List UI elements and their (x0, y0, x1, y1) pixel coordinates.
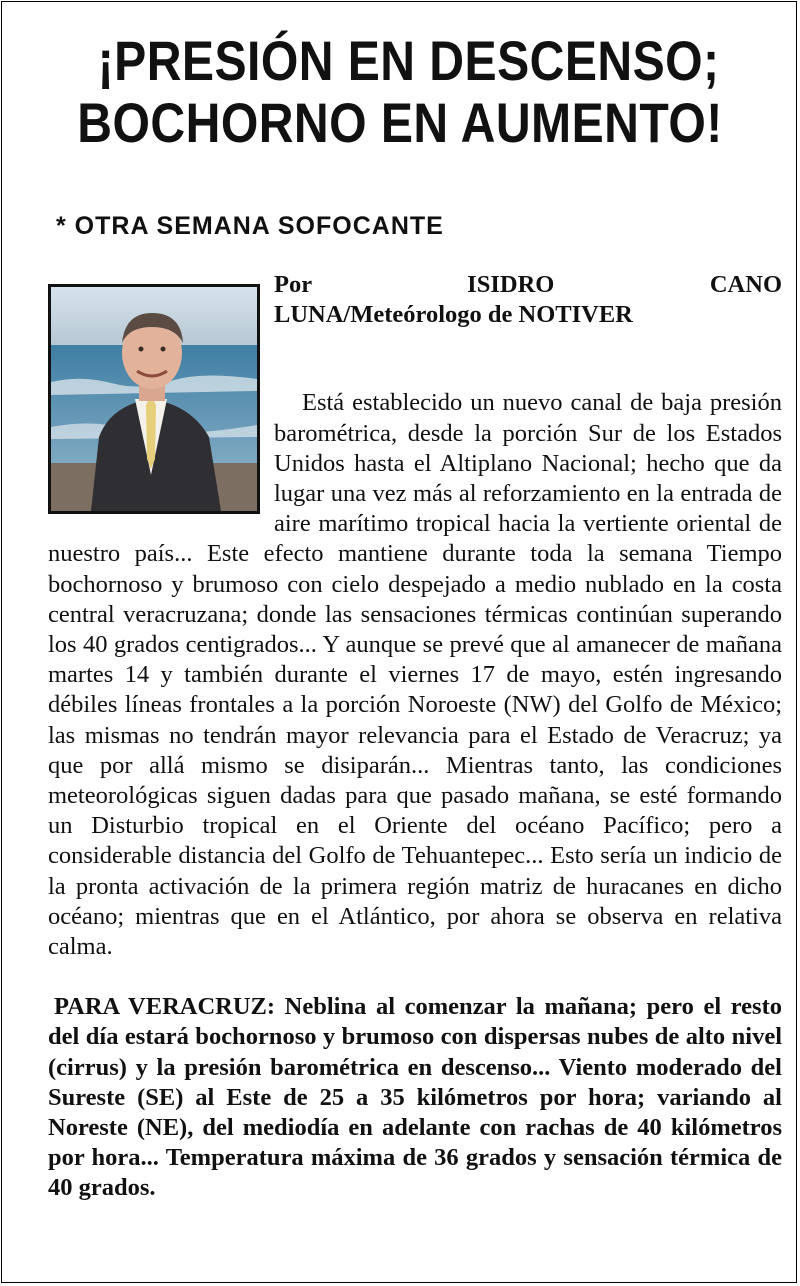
article-frame (1, 1, 797, 1283)
author-portrait-photo (48, 284, 260, 514)
article-body (48, 270, 782, 1204)
body-paragraph: Está establecido un nuevo canal de baja presión barométrica, desde la porción Sur de los Estados Unidos hasta el Altiplano Nacional; hecho que da lugar una vez más al reforzamiento en la entrada de aire marítimo tropical hacia la vertiente oriental de nuestro país... Este efecto mantiene durante toda la semana Tiempo bochornoso y brumoso con cielo despejado a medio nublado en la costa central veracruzana; donde las sensaciones térmicas continúan superando los 40 grados centigrados... Y aunque se prevé que al amanecer de mañana martes 14 y también durante el viernes 17 de mayo, estén ingresando débiles líneas frontales a la porción Noroeste (NW) del Golfo de México; las mismas no tendrán mayor relevancia para el Estado de Veracruz; ya que por allá mismo se disiparán... Mientras tanto, las condiciones meteorológicas siguen dadas para que pasado mañana, se esté formando un Disturbio tropical en el Oriente del océano Pacífico; pero a considerable distancia del Golfo de Tehuantepec... Esto sería un indicio de la pronta activación de la primera región matriz de huracanes en dicho océano; mientras que en el Atlántico, por ahora se observa en relativa calma. (48, 389, 782, 961)
headline-line-1: ¡PRESIÓN EN DESCENSO; (97, 29, 720, 92)
headline-line-2: BOCHORNO EN AUMENTO! (77, 91, 723, 154)
byline-line-1: Por ISIDRO CANO (274, 271, 782, 298)
byline-line-2: LUNA/Meteórologo de NOTIVER (274, 301, 633, 329)
forecast-paragraph: PARA VERACRUZ: Neblina al comenzar la mañana; pero el resto del día estará bochornoso y brumoso con dispersas nubes de alto nivel (cirrus) y la presión barométrica en descenso... Viento moderado del Sureste (SE) al Este de 25 a 35 kilómetros por hora; variando al Noreste (NE), del mediodía en adelante con rachas de 40 kilómetros por hora... Temperatura máxima de 36 grados y sensación térmica de 40 grados. (48, 993, 782, 1202)
portrait-icon (51, 287, 257, 511)
subheading: * OTRA SEMANA SOFOCANTE (56, 212, 444, 240)
headline (58, 30, 743, 154)
